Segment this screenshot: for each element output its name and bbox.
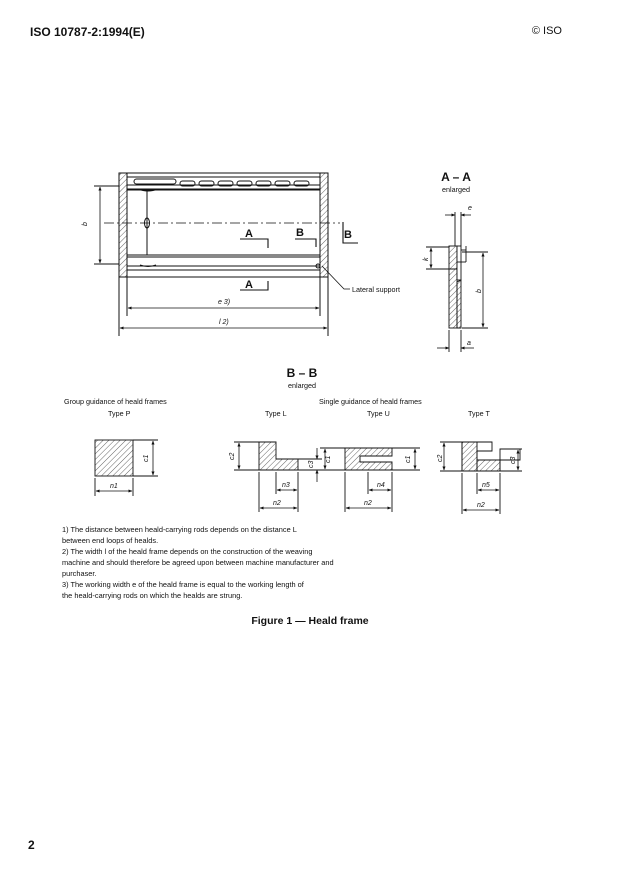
type-t-label: Type T bbox=[468, 409, 490, 418]
section-a-bottom: A bbox=[245, 279, 253, 291]
l-dim-c2: c2 bbox=[229, 452, 236, 460]
lateral-support-label: Lateral support bbox=[352, 285, 400, 294]
footnote-2-line-2: machine and should therefore be agreed upon between machine manufacturer and bbox=[62, 558, 334, 567]
footnote-3-line-2: the heald-carrying rods on which the healds are strung. bbox=[62, 591, 243, 600]
p-dim-n: n1 bbox=[110, 483, 118, 490]
section-b-left: B bbox=[296, 227, 304, 239]
u-dim-n2: n2 bbox=[364, 500, 372, 507]
view-bb-title: B – B bbox=[286, 366, 318, 380]
page-number: 2 bbox=[28, 838, 35, 852]
section-a-top: A bbox=[245, 228, 253, 240]
aa-dim-a: a bbox=[467, 340, 471, 347]
frame-width-label: l 2) bbox=[219, 319, 229, 326]
t-dim-c2: c2 bbox=[437, 454, 444, 462]
document-id: ISO 10787-2:1994(E) bbox=[30, 25, 145, 39]
type-l-label: Type L bbox=[265, 409, 287, 418]
type-p-label: Type P bbox=[108, 409, 131, 418]
group-guidance-heading: Group guidance of heald frames bbox=[64, 397, 167, 406]
footnote-1-line-2: between end loops of healds. bbox=[62, 536, 159, 545]
aa-dim-b: b bbox=[476, 289, 483, 293]
copyright-mark: © ISO bbox=[531, 25, 562, 37]
frame-front-view bbox=[94, 173, 340, 336]
view-aa-section bbox=[426, 212, 488, 352]
l-dim-n3: n3 bbox=[282, 482, 290, 489]
t-dim-n5: n5 bbox=[482, 482, 490, 489]
p-dim-c: c1 bbox=[143, 454, 150, 462]
footnote-2-line-1: 2) The width l of the heald frame depends on the construction of the weaving bbox=[62, 547, 313, 556]
figure-caption: Figure 1 — Heald frame bbox=[251, 615, 369, 627]
footnotes bbox=[62, 524, 382, 601]
view-bb-subtitle: enlarged bbox=[288, 381, 316, 390]
u-dim-c1-left: c1 bbox=[325, 455, 332, 463]
u-dim-c1-right: c1 bbox=[405, 455, 412, 463]
type-u-label: Type U bbox=[367, 409, 390, 418]
l-dim-c3: c3 bbox=[308, 460, 315, 468]
view-aa-title: A – A bbox=[441, 170, 471, 184]
view-aa-subtitle: enlarged bbox=[442, 185, 470, 194]
l-dim-n2: n2 bbox=[273, 500, 281, 507]
working-width-label: e 3) bbox=[218, 299, 231, 306]
height-label: b bbox=[82, 222, 89, 226]
aa-dim-e: e bbox=[468, 205, 472, 212]
t-dim-c3: c3 bbox=[510, 456, 517, 464]
t-dim-n2: n2 bbox=[477, 502, 485, 509]
u-dim-n4: n4 bbox=[377, 482, 385, 489]
profile-type-p bbox=[95, 440, 158, 496]
section-b-right: B bbox=[344, 229, 352, 241]
footnote-3-line-1: 3) The working width e of the heald frame is equal to the working length of bbox=[62, 580, 304, 589]
footnote-2-line-3: purchaser. bbox=[62, 569, 97, 578]
single-guidance-heading: Single guidance of heald frames bbox=[319, 397, 422, 406]
footnote-1-line-1: 1) The distance between heald-carrying rods depends on the distance L bbox=[62, 525, 297, 534]
aa-dim-k: k bbox=[423, 257, 430, 261]
